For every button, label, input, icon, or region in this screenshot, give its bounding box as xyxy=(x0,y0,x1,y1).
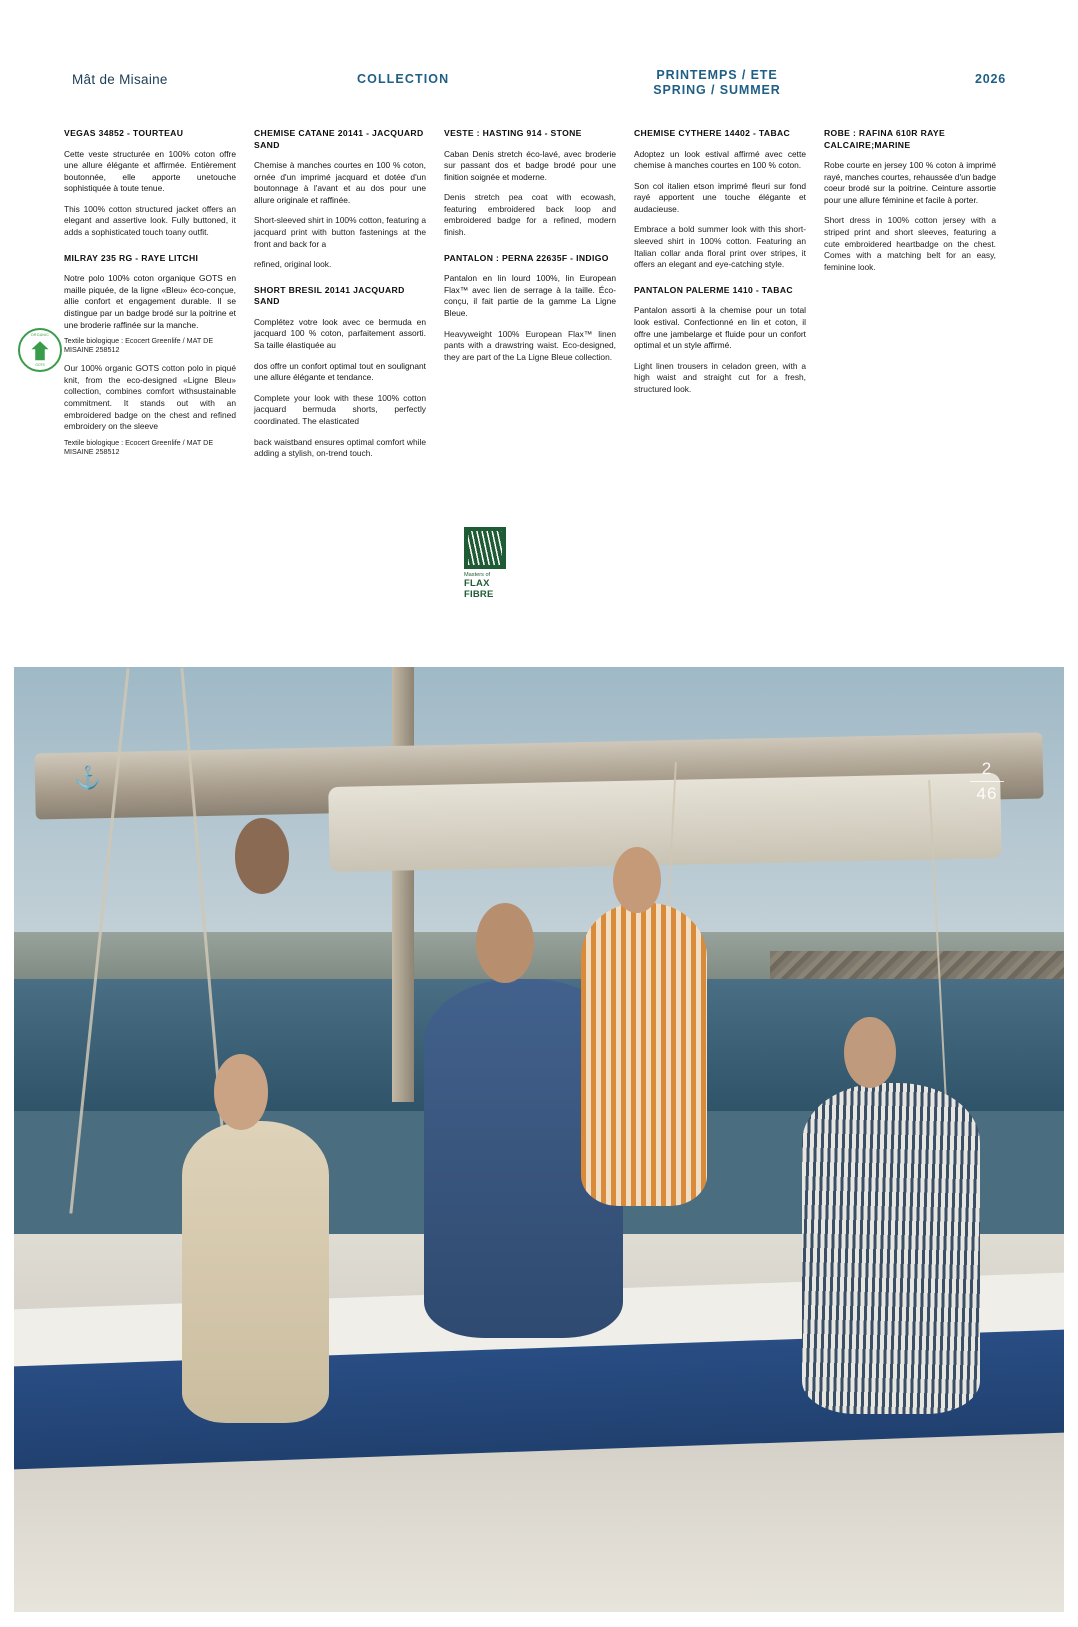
photo-model-head xyxy=(476,903,534,982)
product-paragraph-fr: Robe courte en jersey 100 % coton à imprimé rayé, manches courtes, rehaussée d'un badge coeur brodé sur la poitrine. Ceinture assortie pour une allure féminine et facile à porter. xyxy=(824,160,996,205)
product-paragraph-fr-2: Son col italien etson imprimé fleuri sur fond rayé apportent une touche élégante et audacieuse. xyxy=(634,180,806,214)
text-column-5 xyxy=(824,128,1014,648)
certification-note-en: Textile biologique : Ecocert Greenlife / MAT DE MISAINE 258512 xyxy=(64,437,214,456)
product-paragraph-en-2: refined, original look. xyxy=(254,259,332,270)
product-paragraph-fr: Adoptez un look estival affirmé avec cette chemise à manches courtes en 100 % coton. xyxy=(634,148,806,171)
collection-label: COLLECTION xyxy=(357,72,450,86)
page-header xyxy=(72,68,1006,102)
year-label: 2026 xyxy=(974,72,1006,86)
photo-mast xyxy=(392,667,414,1102)
photo-model-beige-dress xyxy=(182,1121,329,1423)
photo-model-head xyxy=(613,847,661,913)
page-number-current: 2 xyxy=(981,759,993,778)
season-fr: PRINTEMPS / ETE xyxy=(656,68,778,82)
product-entry xyxy=(444,253,616,364)
product-paragraph-fr: Pantalon assorti à la chemise pour un total look estival. Confectionné en lin et coton, il offre une jambelarge et fluide pour un confort optimal et un style affirmé. xyxy=(634,305,806,351)
gots-organic-logo xyxy=(18,328,62,372)
product-title: VESTE : HASTING 914 - STONE xyxy=(444,128,582,138)
product-paragraph-en: Complete your look with these 100% cotton jacquard bermuda shorts, perfectly coordinated. The elasticated xyxy=(254,392,426,426)
flax-line3: FIBRE xyxy=(464,588,494,600)
gots-top-text: ORGANIC xyxy=(30,333,50,337)
product-paragraph-en: Denis stretch pea coat with ecowash, featuring embroidered back loop and embroidered badge for a refined, modern finish. xyxy=(444,192,616,238)
product-paragraph-fr: Cette veste structurée en 100% coton offre une allure élégante et affirmée. Entièrement boutonnée, elle apporte unetouche sophistiquée à toute tenue. xyxy=(64,148,236,194)
product-paragraph-en: Heavyweight 100% European Flax™ linen pants with a drawstring waist. Eco-designed, they are part of the La Ligne Bleue collection. xyxy=(444,328,616,362)
gots-organic-icon xyxy=(18,328,62,372)
product-entry xyxy=(824,128,996,273)
product-entry xyxy=(64,128,236,239)
product-entry xyxy=(634,285,806,396)
product-paragraph-fr: Chemise à manches courtes en 100 % coton, ornée d'un imprimé jacquard et dotée d'un boutonnage à l'avant et au dos pour une allure originale et raffinée. xyxy=(254,160,426,205)
product-title: PANTALON : PERNA 22635F - INDIGO xyxy=(444,252,609,263)
brand-name: Mât de Misaine xyxy=(72,72,168,87)
product-paragraph-fr-2: dos offre un confort optimal tout en soulignant une allure élégante et tendance. xyxy=(254,360,426,383)
photo-furled-sail xyxy=(328,773,1002,872)
page-number-total: 46 xyxy=(976,784,998,803)
anchor-icon: ⚓ xyxy=(74,765,102,790)
editorial-photo xyxy=(14,667,1064,1612)
flax-line2: FLAX xyxy=(464,578,490,589)
product-entry xyxy=(64,253,236,456)
photo-model-striped-dress xyxy=(802,1083,981,1414)
product-paragraph-fr: Complétez votre look avec ce bermuda en jacquard 100 % coton, parfaitement assorti. Sa taille élastiquée au xyxy=(254,316,426,350)
product-title: CHEMISE CYTHERE 14402 - TABAC xyxy=(634,128,791,138)
product-paragraph-fr: Caban Denis stretch éco-lavé, avec broderie sur passant dos et badge brodé pour une finition soignée et moderne. xyxy=(444,148,616,182)
product-entry xyxy=(254,285,426,460)
product-paragraph-en: Embrace a bold summer look with this short-sleeved shirt in 100% cotton. Featuring an Italian collar anda floral print over stripes, it offers an elegant and eye-catching style. xyxy=(634,224,806,270)
text-column-1 xyxy=(64,128,254,648)
product-entry xyxy=(634,128,806,271)
season-en: SPRING / SUMMER xyxy=(653,83,781,97)
text-columns xyxy=(64,128,1014,648)
product-title: PANTALON PALERME 1410 - TABAC xyxy=(634,284,793,295)
flax-fibre-icon xyxy=(464,527,506,569)
product-paragraph-en: This 100% cotton structured jacket offers an elegant and assertive look. Fully buttoned, it adds a sophisticated touch toany outfit. xyxy=(64,203,236,238)
season-label xyxy=(592,68,842,98)
product-paragraph-en: Our 100% organic GOTS cotton polo in piqué knit, from the eco-designed «Ligne Bleu» collection, combines comfort withsustainable commitment. It stands out with an embroidered badge on the chest and refined embroidery on the sleeve xyxy=(64,363,236,432)
product-paragraph-en-2: back waistband ensures optimal comfort while adding a stylish, on-trend touch. xyxy=(254,436,426,459)
flax-fibre-logo xyxy=(464,527,520,599)
product-paragraph-en: Short dress in 100% cotton jersey with a striped print and short sleeves, featuring a cute embroidered heartbadge on the chest. Comes with a matching belt for an easy, feminine look. xyxy=(824,215,996,272)
product-title: MILRAY 235 RG - RAYE LITCHI xyxy=(64,252,199,263)
text-column-4 xyxy=(634,128,824,648)
product-title: VEGAS 34852 - TOURTEAU xyxy=(64,128,184,138)
text-column-2 xyxy=(254,128,444,648)
photo-model-head xyxy=(235,818,290,894)
product-title: SHORT BRESIL 20141 JACQUARD SAND xyxy=(254,284,405,307)
product-entry xyxy=(254,128,426,271)
product-paragraph-fr: Notre polo 100% coton organique GOTS en maille piquée, de la ligne «Bleu» éco-conçue, allie confort et engagement durable. Il se distingue par un badge brodé sur la poitrine et une broderie raffinée sur la manche. xyxy=(64,273,236,330)
gots-leaf-shape xyxy=(32,341,49,360)
product-title: CHEMISE CATANE 20141 - JACQUARD SAND xyxy=(254,128,424,150)
page-number-divider xyxy=(970,781,1004,782)
product-paragraph-en: Light linen trousers in celadon green, with a high waist and straight cut for a fresh, structured look. xyxy=(634,360,806,394)
page-number xyxy=(970,759,1004,804)
product-paragraph-en: Short-sleeved shirt in 100% cotton, featuring a jacquard print with button fastenings at the front and back for a xyxy=(254,215,426,249)
product-entry xyxy=(444,128,616,239)
flax-line1: Masters of xyxy=(464,572,491,578)
photo-model-head xyxy=(214,1054,269,1130)
photo-model-striped-shirt xyxy=(581,903,707,1205)
product-title: ROBE : RAFINA 610R RAYE CALCAIRE;MARINE xyxy=(824,128,946,150)
gots-bottom-text: GOTS xyxy=(35,363,45,367)
certification-note-fr: Textile biologique : Ecocert Greenlife / MAT DE MISAINE 258512 xyxy=(64,336,214,355)
photo-model-head xyxy=(844,1017,897,1089)
flax-label xyxy=(464,572,520,600)
product-paragraph-fr: Pantalon en lin lourd 100%, lin European Flax™ avec lien de serrage à la taille. Éco-conçu, il fait partie de la gamme La Ligne Bleue. xyxy=(444,273,616,318)
